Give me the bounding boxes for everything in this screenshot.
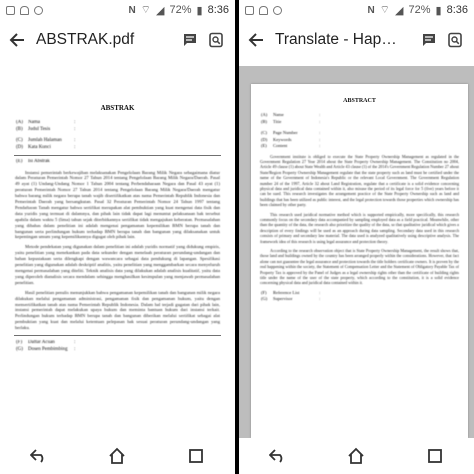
alarm-icon	[20, 6, 29, 15]
sync-icon	[273, 6, 282, 15]
footer-fields: (F) Reference List : (G) Supervisor :	[261, 289, 321, 302]
wifi-icon: ⌔	[140, 4, 152, 16]
search-in-doc-icon	[208, 32, 224, 48]
battery-icon: ▮	[435, 4, 442, 17]
nav-recents-button[interactable]	[182, 442, 210, 470]
status-bar	[0, 0, 235, 20]
pdf-viewer[interactable]	[0, 66, 235, 438]
info-fields	[16, 120, 229, 151]
notification-icon	[245, 6, 254, 15]
recents-icon	[188, 448, 204, 464]
app-bar	[239, 22, 474, 58]
field-row: (D) Kata Kunci :	[16, 144, 76, 150]
field-row: (B) Judul Tesis :	[16, 126, 76, 132]
field-row: (A) Nama :	[16, 120, 76, 125]
pdf-page	[251, 84, 468, 438]
home-icon	[347, 447, 365, 465]
search-in-doc-icon	[447, 32, 463, 48]
app-bar	[0, 22, 235, 58]
nav-back-icon	[269, 449, 287, 463]
abstract-heading: ABSTRACT	[343, 98, 376, 104]
signal-icon: ◢	[156, 4, 165, 17]
abstract-body	[15, 170, 220, 332]
home-icon	[108, 447, 126, 465]
notification-icon	[6, 6, 15, 15]
navigation-bar	[0, 438, 235, 474]
abstract-heading: ABSTRAK	[100, 104, 135, 112]
field-row: (A) Name :	[261, 112, 321, 117]
nav-home-button[interactable]	[342, 442, 370, 470]
field-row: (C) Page Number :	[261, 130, 321, 135]
paragraph: Government institute is obliged to execute the State Property Ownership Management as regulated in the Government Regulation 27 Year 2014 about the State Property Ownership Management. The Constitution no 2004, Article 49 clause (1) about State Wealth and Article 43 clause (1) of the 2014's Government Regulation Number 27 about State/Region Property Ownership Management regulate that the state property such as land must be certified under the name of the Government of Indonesia's Republic or the relevant Local Government. The Government Regulation number 24 of the 1997, Article 32 about Land Registration, regulate that a certificate is a solid evidence concerning physical data and juridical data contained within it, also misuse the period of its legal force for 5 (five) years before it can be sued. This research investigates the arrangement practice of the State Property Ownership such as land and buildings that has been utilized as public interest, and the legal protection towards those properties which ownership has been claimed by other party.	[260, 153, 459, 208]
paragraph: Instansi pemerintah berkewajiban melaksanakan Pengelolaan Barang Milik Negara sebagaimana diatur dalam Peraturan Pemerintah Nomor 27 Tahun 2014 tentang Pengelolaan Barang Milik Negara/Daerah. Pasal 49 ayat (1) Undang-Undang Nomor 1 Tahun 2004 tentang Perbendaharaan Negara dan Pasal 43 ayat (1) peraturan Pemerintah Nomor 27 Tahun 2014 tentang Pengelolaan Barang Milik Negara/Daerah mengatur bahwa barang milik negara berupa tanah wajib disertifikatkan atas nama Pemerintah Republik Indonesia dan Pemerintah Daerah yang bersangkutan. Pasal 32 Peraturan Pemerintah Nomor 24 Tahun 1997 tentang Pendaftaran Tanah mengatur bahwa sertifikat merupakan alat pembuktian yang kuat mengenai data fisik dan data yuridis yang termuat di dalamnya, dan pihak lain tidak dapat lagi menuntut pelaksanaan hak tersebut apabila dalam waktu 5 (lima) tahun sejak diterbitkannya sertifikat tidak mengajukan keberatan. Permasalahan yang dibahas dalam penelitian ini adalah mengenai pengamanan kepemilikan BMN berupa tanah dan bangunan serta perlindungan hukum terhadap BMN berupa tanah dan bangunan yang dilaksanakan untuk kepentingan umum yang kepemilikannya digugat oleh pihak lain.	[15, 169, 220, 240]
abstract-body	[260, 154, 459, 286]
divider	[14, 155, 221, 156]
left-phone-screen	[0, 0, 235, 474]
alarm-icon	[259, 6, 268, 15]
comment-icon	[421, 32, 437, 48]
nfc-icon: N	[367, 4, 375, 16]
battery-icon: ▮	[196, 4, 203, 17]
field-row: (D) Keywords :	[261, 136, 321, 142]
document-title: ABSTRAK.pdf	[36, 31, 135, 48]
field-row: (C) Jumlah Halaman :	[16, 138, 76, 143]
nav-home-button[interactable]	[103, 442, 131, 470]
paragraph: Hasil penelitian penulis menunjukkan bahwa pengamanan kepemilikan tanah dan bangunan milik negara dilakukan melalui pengamanan administrasi, pengamanan fisik dan pengamanan hukum, yaitu dengan mensertifikatkan tanah atas nama Pemerintah Republik Indonesia. Dalam hal terjadi gugatan dari pihak lain, instansi pemerintah dapat melakukan upaya hukum dan meminta bantuan hukum dari instansi terkait. Perlindungan hukum terhadap BMN berupa tanah dan bangunan diberikan melalui sertifikat sebagai alat pembuktian yang kuat dan melalui ketentuan pelepasan hak sesuai peraturan perundang-undangan yang berlaku.	[15, 289, 220, 331]
right-phone-screen	[239, 0, 474, 474]
nfc-icon: N	[128, 4, 136, 16]
search-button[interactable]	[203, 27, 229, 53]
arrow-left-icon	[9, 32, 25, 48]
signal-icon: ◢	[395, 4, 404, 17]
clock: 8:36	[446, 4, 468, 16]
nav-back-icon	[30, 449, 48, 463]
nav-back-button[interactable]	[264, 442, 292, 470]
pdf-viewer[interactable]	[239, 66, 474, 438]
search-button[interactable]	[442, 27, 468, 53]
info-fields	[261, 112, 468, 150]
comment-button[interactable]	[177, 27, 203, 53]
nav-recents-button[interactable]	[421, 442, 449, 470]
divider	[14, 335, 221, 336]
comment-icon	[182, 32, 198, 48]
paragraph: Metode pendekatan yang digunakan dalam penelitian ini adalah yuridis normatif yang didukung empiris, yaitu penelitian yang menekankan pada data sekunder dengan menelaah peraturan perundang-undangan dan bahan kepustakaan serta dilengkapi dengan wawancara sebagai data pendukung di lapangan. Spesifikasi penelitian yang digunakan adalah deskriptif analitis, yaitu penelitian yang menggambarkan secara menyeluruh mengenai permasalahan yang diteliti. Teknik analisis data yang dilakukan adalah analisis kualitatif, yaitu data yang diperoleh dianalisis secara mendalam sehingga menghasilkan kesimpulan yang menjawab permasalahan penelitian.	[15, 244, 220, 285]
nav-back-button[interactable]	[25, 442, 53, 470]
back-button[interactable]	[6, 29, 28, 51]
sync-icon	[34, 6, 43, 15]
footer-fields: (F) Daftar Acuan : (G) Dosen Pembimbing :	[16, 340, 76, 352]
field-row: (E) Content :	[261, 143, 321, 148]
comment-button[interactable]	[416, 27, 442, 53]
recents-icon	[427, 448, 443, 464]
field-row: (B) Titie :	[261, 118, 321, 124]
arrow-left-icon	[248, 32, 264, 48]
wifi-icon: ⌔	[379, 4, 391, 16]
navigation-bar	[239, 438, 474, 474]
battery-percent: 72%	[169, 4, 192, 16]
pdf-page	[6, 66, 229, 438]
paragraph: According to the research observation object that is State Property Ownership Management, the result shows that, those land and buildings owned by the country has been arranged properly within the considerations. However, that fact alone can not guarantee the legal assurance and protection towards the title holders certificate owners. It is proven by the real happening within the society, the Statement of Compensation Letter and the Statement of Obligatory Payable Tax of Property Tax is approved by the Panel of Judges as a legal ownership rights other than the certificate of building rights title under the name of the user of the state property, which according to the constitution, it is a solid evidence concerning physical data and juridical data contained within it.	[260, 248, 459, 286]
back-button[interactable]	[245, 29, 267, 51]
paragraph: This research used juridical normative method which is supported empirically, more specifically, this research commonly focus on the secondary data accompanied by sampling employed data as a field practical. Meanwhile, other than the quantity of the data, the research also prioritize the quality of the data, so that qualitative juridical which gives a description of every findings will be used as an approach during data sampling. Secondary data used in this research consists of primary and secondary law material. The data used is analyzed qualitatively using descriptive analysis. The framework idea of this research is using legal assurance and protection theory.	[260, 211, 459, 244]
clock: 8:36	[207, 4, 229, 16]
content-field: (E) Isi Abstrak	[16, 159, 50, 164]
battery-percent: 72%	[408, 4, 431, 16]
status-bar	[239, 0, 474, 20]
document-title: Translate - Hap…	[275, 31, 397, 48]
